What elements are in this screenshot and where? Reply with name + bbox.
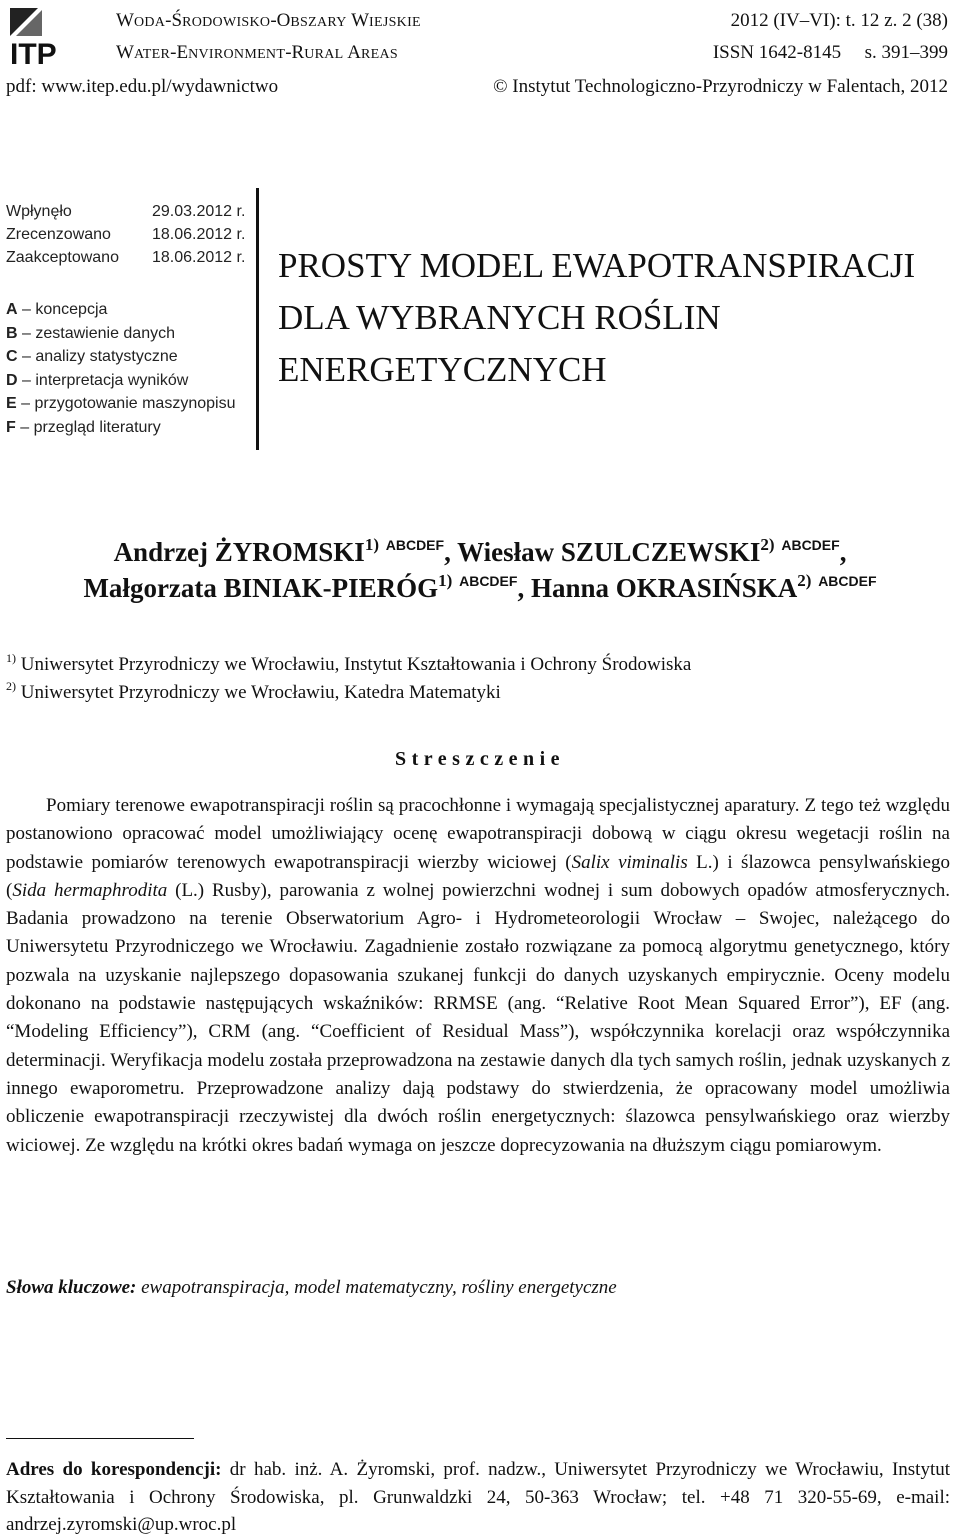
- issn-pages: [713, 40, 948, 66]
- dates-block: [6, 200, 245, 269]
- page-range: s. 391–399: [864, 42, 948, 63]
- authors-line-1: Andrzej ŻYROMSKI$^{1)}$ $^{ABCDEF}$, Wiesław SZULCZEWSKI$^{2)}$ $^{ABCDEF}$,: [113, 535, 847, 567]
- abstract-heading: Streszczenie: [394, 748, 566, 770]
- logo-text: ITP: [10, 38, 57, 68]
- date-value: 29.03.2012 r.: [152, 203, 246, 220]
- paper-title: [278, 240, 915, 396]
- journal-title-pl: WODA-ŚRODOWISKO-OBSZARY WIEJSKIE: [116, 10, 421, 31]
- copyright: © Instytut Technologiczno-Przyrodniczy w Falentach, 2012: [493, 76, 948, 97]
- date-row: [6, 223, 245, 246]
- date-row: [6, 200, 245, 223]
- journal-title-en: WATER-ENVIRONMENT-RURAL AREAS: [116, 42, 398, 63]
- contribution-text: – interpretacja wyników: [22, 371, 189, 389]
- contribution-item: [6, 369, 235, 393]
- issn: ISSN 1642-8145: [712, 42, 842, 63]
- contribution-letter: A: [6, 301, 18, 318]
- contribution-letter: B: [6, 324, 18, 342]
- species-name: Sida hermaphrodita: [12, 879, 168, 901]
- date-label: Wpłynęło: [6, 203, 72, 220]
- author-name: Andrzej ŻYROMSKI: [113, 537, 365, 567]
- keywords-text: ewapotranspiracja, model matematyczny, rośliny energetyczne: [141, 1277, 617, 1298]
- date-row: [6, 246, 245, 269]
- date-value: 18.06.2012 r.: [152, 249, 246, 266]
- contribution-item: [6, 322, 235, 346]
- contribution-item: [6, 392, 235, 416]
- vertical-divider: [256, 188, 259, 450]
- contribution-letter: E: [6, 395, 17, 413]
- title-line: PROSTY MODEL EWAPOTRANSPIRACJI: [278, 246, 916, 285]
- contribution-text: – zestawienie danych: [22, 324, 175, 342]
- author-roles: ABCDEF: [781, 537, 840, 553]
- contribution-item: [6, 416, 235, 440]
- journal-issue: 2012 (IV–VI): t. 12 z. 2 (38): [730, 10, 948, 31]
- contribution-text: – przegląd literatury: [20, 418, 161, 436]
- affiliation: [6, 672, 501, 707]
- author-roles: ABCDEF: [459, 573, 518, 589]
- keywords: [6, 1274, 617, 1302]
- date-label: Zrecenzowano: [6, 226, 111, 243]
- affiliation-mark: 2): [6, 679, 16, 693]
- correspondence-text: dr hab. inż. A. Żyromski, prof. nadzw., Uniwersytet Przyrodniczy we Wrocławiu, Instytut Kształtowania i Ochrony Środowiska, pl. Grunwaldzki 24, 50-363 Wrocław; tel. +48 71 320-55-69, e-mail: andrzej.zyromski@up.wroc.pl: [6, 1459, 951, 1535]
- date-label: Zaakceptowano: [6, 249, 119, 266]
- itp-logo: [8, 6, 90, 68]
- contribution-legend: [6, 298, 235, 440]
- author-affil-mark: 1): [438, 571, 453, 590]
- date-value: 18.06.2012 r.: [152, 226, 246, 243]
- contribution-letter: F: [6, 418, 16, 436]
- correspondence: [6, 1456, 950, 1539]
- abstract-text: L.) i ślazowca pensylwańskiego (: [6, 851, 950, 901]
- affiliation-mark: 1): [6, 651, 16, 665]
- pdf-link[interactable]: pdf: www.itep.edu.pl/wydawnictwo: [6, 76, 279, 97]
- species-name: Salix viminalis: [571, 851, 688, 873]
- abstract-paragraph: [6, 792, 950, 1160]
- author-affil-mark: 1): [364, 535, 379, 554]
- contribution-item: [6, 345, 235, 369]
- contribution-item: [6, 298, 235, 322]
- contribution-letter: D: [6, 371, 18, 389]
- title-line: ENERGETYCZNYCH: [278, 350, 607, 389]
- abstract-text: Pomiary terenowe ewapotranspiracji roślin są pracochłonne i wymagają specjalistycznej aparatury. Z tego też względu postanowiono opracować model umożliwiający ocenę ewapotranspiracji dobową w ciągu okresu wegetacji roślin na podstawie pomiarów terenowych ewapotranspiracji wierzby wiciowej (: [6, 795, 950, 873]
- contribution-letter: C: [6, 348, 18, 366]
- contribution-text: – analizy statystyczne: [22, 348, 178, 366]
- abstract-body: [6, 792, 950, 1160]
- contribution-text: – koncepcja: [22, 301, 108, 318]
- keywords-label: Słowa kluczowe:: [6, 1277, 137, 1298]
- authors-line-2: Małgorzata BINIAK-PIERÓG$^{1)}$ $^{ABCDEF}$, Hanna OKRASIŃSKA$^{2)}$ $^{ABCDEF}$: [83, 571, 877, 603]
- correspondence-label: Adres do korespondencji:: [6, 1459, 222, 1480]
- author-name: Wiesław SZULCZEWSKI: [457, 537, 761, 567]
- author-roles: ABCDEF: [818, 573, 877, 589]
- author-affil-mark: 2): [760, 535, 775, 554]
- author-name: Hanna OKRASIŃSKA: [530, 573, 798, 603]
- affiliation-text: Uniwersytet Przyrodniczy we Wrocławiu, Katedra Matematyki: [20, 682, 501, 703]
- footnote-separator: [6, 1438, 194, 1439]
- affiliation-text: Uniwersytet Przyrodniczy we Wrocławiu, Instytut Kształtowania i Ochrony Środowiska: [20, 654, 692, 675]
- author-affil-mark: 2): [797, 571, 812, 590]
- contribution-text: – przygotowanie maszynopisu: [21, 395, 236, 413]
- abstract-text: (L.) Rusby), parowania z wolnej powierzchni wodnej i sum dobowych opadów atmosferycznych. Badania prowadzono na terenie Obserwatorium Agro- i Hydrometeorologii Wrocław – Swojec, należącego do Uniwersytetu Przyrodniczego we Wrocławiu. Zagadnienie zostało rozwiązane za pomocą algorytmu genetycznego, który pozwala na uzyskanie najlepszego dopasowania szukanej funkcji do danych uzyskanych empirycznie. Oceny modelu dokonano na podstawie następujących wskaźników: RRMSE (ang. “Relative Root Mean Squared Error”), EF (ang. “Modeling Efficiency”), CRM (ang. “Coefficient of Residual Mass”), współczynnika korelacji oraz współczynnika determinacji. Weryfikacja modelu została przeprowadzona na zestawie danych dla tych samych roślin, jednak uzyskanych z innego ewaporometru. Przeprowadzone analizy dają podstawy do stwierdzenia, że opracowany model umożliwia obliczenie ewapotranspiracji rzeczywistej dla dwóch roślin energetycznych: ślazowca pensylwańskiego oraz wierzby wiciowej. Ze względu na krótki okres badań wymaga on jeszcze doprecyzowania na dłuższym ciągu pomiarowym.: [6, 879, 951, 1156]
- author-name: Małgorzata BINIAK-PIERÓG: [83, 573, 439, 603]
- author-roles: ABCDEF: [385, 537, 445, 553]
- title-line: DLA WYBRANYCH ROŚLIN: [278, 298, 721, 337]
